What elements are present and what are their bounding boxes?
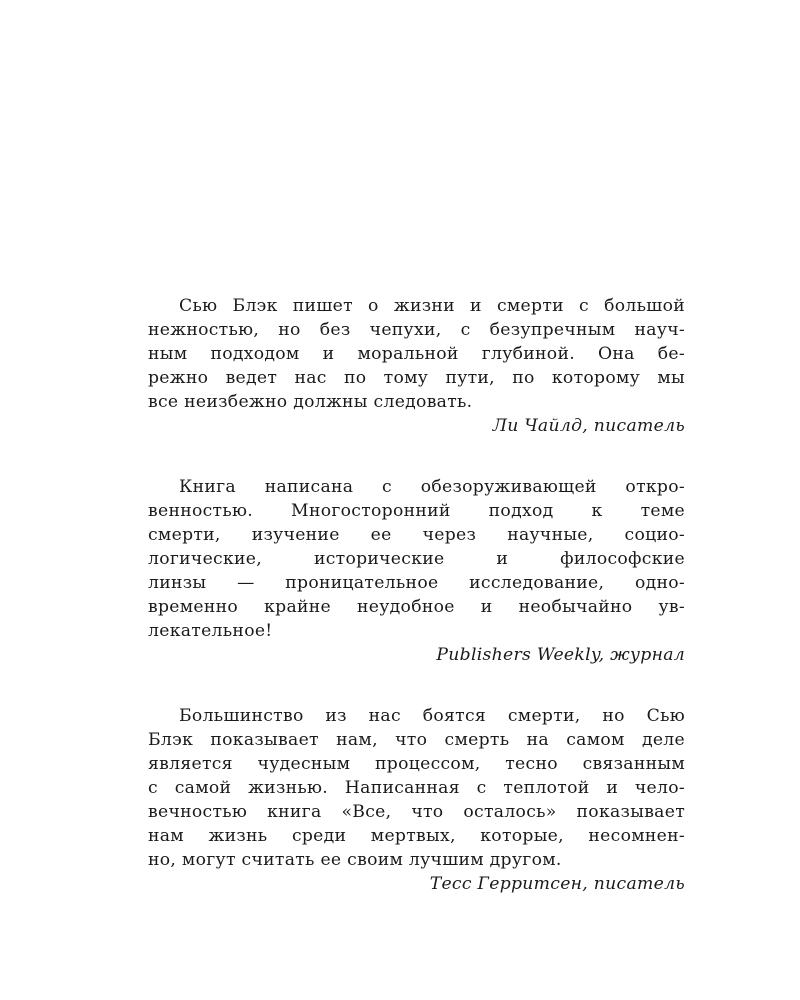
quote-line: ным подходом и моральной глубиной. Она бе- <box>148 344 685 364</box>
quote-line: вечностью книга «Все, что осталось» показывает <box>148 802 685 822</box>
quote-line: лекательное! <box>148 621 273 641</box>
quote-line: временно крайне неудобное и необычайно ув- <box>148 597 685 617</box>
quote-line: с самой жизнью. Написанная с теплотой и чело- <box>148 778 685 798</box>
quote-line: Книга написана с обезоруживающей откро- <box>179 477 685 497</box>
quote-line: линзы — проницательное исследование, одно- <box>148 573 685 593</box>
quote-line: логические, исторические и философские <box>148 549 685 569</box>
quote-attribution: Publishers Weekly, журнал <box>436 645 685 665</box>
quote-line: режно ведет нас по тому пути, по которому мы <box>148 368 685 388</box>
quote-line: но, могут считать ее своим лучшим другом. <box>148 850 562 870</box>
quote-line: нам жизнь среди мертвых, которые, несомнен- <box>148 826 685 846</box>
quote-attribution: Ли Чайлд, писатель <box>492 416 685 436</box>
quote-attribution: Тесс Герритсен, писатель <box>429 874 685 894</box>
quote-line: Большинство из нас боятся смерти, но Сью <box>179 706 685 726</box>
quote-line: все неизбежно должны следовать. <box>148 392 473 412</box>
quote-line: Блэк показывает нам, что смерть на самом деле <box>148 730 685 750</box>
quote-line: Сью Блэк пишет о жизни и смерти с большой <box>179 296 685 316</box>
quote-line: смерти, изучение ее через научные, социо- <box>148 525 685 545</box>
quote-tess-gerritsen <box>148 704 685 896</box>
quote-line: нежностью, но без чепухи, с безупречным науч- <box>148 320 685 340</box>
quote-lee-child <box>148 294 685 438</box>
quote-line: венностью. Многосторонний подход к теме <box>148 501 685 521</box>
quote-publishers-weekly <box>148 475 685 667</box>
quote-line: является чудесным процессом, тесно связанным <box>148 754 685 774</box>
blurb-page <box>148 294 685 896</box>
